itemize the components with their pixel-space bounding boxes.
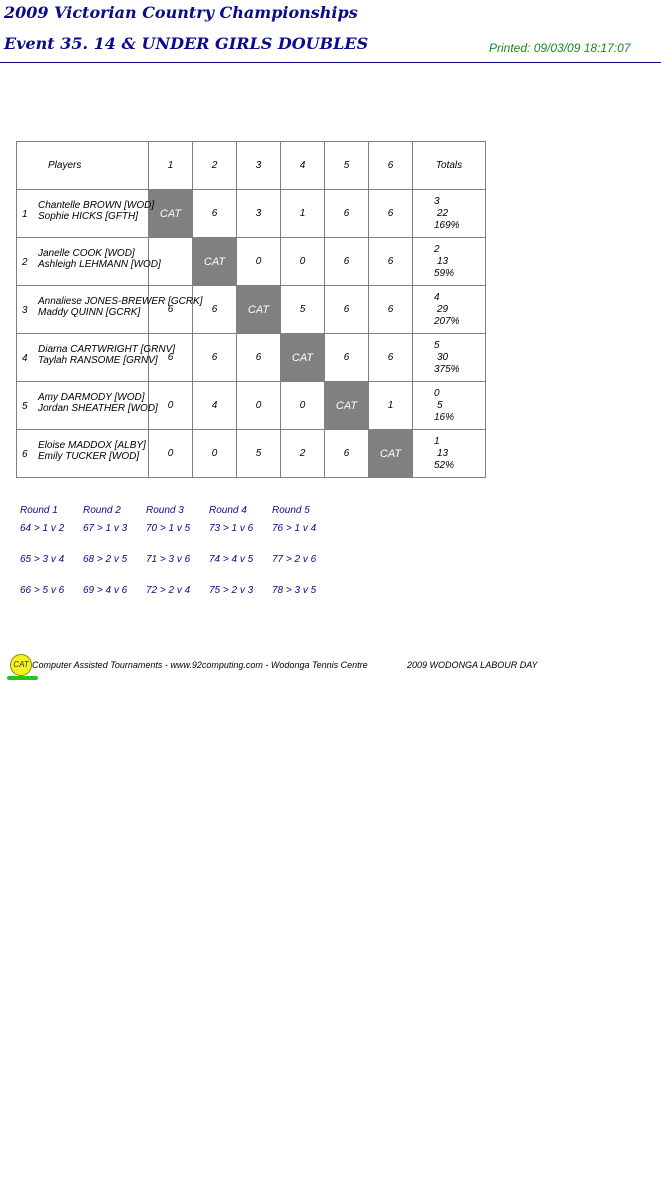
players-header: Players [17,142,149,190]
round-label: Round 3 [146,505,184,516]
score-cell: 0 [149,430,193,478]
score-cell: 0 [149,382,193,430]
pair-number: 4 [22,353,28,364]
table-row [17,382,486,430]
player-name: Amy DARMODY [WOD] [38,392,145,403]
match-entry: 69 > 4 v 6 [83,585,128,596]
round-label: Round 1 [20,505,58,516]
score-cell: 6 [149,286,193,334]
score-cell: 6 [369,334,413,382]
self-match-cell: CAT [193,238,237,286]
totals-cell [413,286,486,334]
match-entry: 73 > 1 v 6 [209,523,254,534]
games-total: 5 [437,399,443,411]
pair-number: 3 [22,305,28,316]
column-header: 6 [369,142,413,190]
championship-title: 2009 Victorian Country Championships [4,3,358,22]
player-pair-cell [17,238,161,286]
score-cell: 3 [237,190,281,238]
percentage-total: 52% [434,459,455,471]
player-pair-cell [17,334,176,382]
match-entry: 64 > 1 v 2 [20,523,65,534]
match-entry: 77 > 2 v 6 [272,554,317,565]
score-cell: 5 [281,286,325,334]
match-entry: 74 > 4 v 5 [209,554,254,565]
cat-logo-icon: CAT [10,654,32,676]
percentage-total: 207% [434,315,460,327]
pair-number: 5 [22,401,28,412]
player-pair-cell [17,286,203,334]
score-cell: 0 [237,382,281,430]
games-total: 30 [437,351,449,363]
score-cell: 5 [237,430,281,478]
logo-underline [7,676,38,680]
score-cell: 2 [281,430,325,478]
column-header: 5 [325,142,369,190]
footer-event: 2009 WODONGA LABOUR DAY [407,660,538,670]
player-pair-cell [17,190,155,238]
column-header: 3 [237,142,281,190]
self-match-cell: CAT [237,286,281,334]
match-entry: 76 > 1 v 4 [272,523,317,534]
score-cell: 6 [325,286,369,334]
percentage-total: 59% [434,267,455,279]
player-name: Annaliese JONES-BREWER [GCRK] [38,296,203,307]
pair-number: 2 [22,257,28,268]
score-cell: 6 [193,190,237,238]
score-cell: 1 [281,190,325,238]
round-label: Round 2 [83,505,121,516]
table-row [17,286,486,334]
header-divider [0,62,661,63]
column-header: 2 [193,142,237,190]
self-match-cell: CAT [149,190,193,238]
player-name: Chantelle BROWN [WOD] [38,200,155,211]
player-name: Sophie HICKS [GFTH] [38,211,139,222]
wins-total: 2 [434,243,440,255]
player-name: Ashleigh LEHMANN [WOD] [38,259,161,270]
match-entry: 72 > 2 v 4 [146,585,191,596]
wins-total: 0 [434,387,440,399]
pair-number: 6 [22,449,28,460]
score-cell: 6 [325,334,369,382]
column-header: 1 [149,142,193,190]
footer-credit: Computer Assisted Tournaments - www.92computing.com - Wodonga Tennis Centre [32,660,368,670]
match-entry: 65 > 3 v 4 [20,554,65,565]
score-cell: 6 [369,190,413,238]
totals-cell [413,382,486,430]
match-entry: 68 > 2 v 5 [83,554,128,565]
match-entry: 75 > 2 v 3 [209,585,254,596]
score-cell: 4 [193,382,237,430]
score-cell: 6 [325,238,369,286]
score-cell: 0 [193,430,237,478]
player-name: Taylah RANSOME [GRNV] [38,355,158,366]
score-cell: 6 [369,238,413,286]
wins-total: 5 [434,339,440,351]
score-cell: 0 [281,382,325,430]
totals-cell [413,430,486,478]
score-cell: 6 [325,430,369,478]
footer [7,654,647,684]
player-pair-cell [17,382,158,430]
percentage-total: 16% [434,411,455,423]
score-cell: 6 [193,334,237,382]
match-entry: 70 > 1 v 5 [146,523,191,534]
score-cell: 0 [237,238,281,286]
table-row [17,238,486,286]
games-total: 13 [437,447,449,459]
percentage-total: 169% [434,219,460,231]
wins-total: 4 [434,291,440,303]
player-name: Eloise MADDOX [ALBY] [38,440,146,451]
score-cell: 6 [193,286,237,334]
score-cell: 6 [369,286,413,334]
table-row [17,334,486,382]
percentage-total: 375% [434,363,460,375]
self-match-cell: CAT [325,382,369,430]
games-total: 13 [437,255,449,267]
printed-timestamp: Printed: 09/03/09 18:17:07 [489,41,631,55]
match-entry: 78 > 3 v 5 [272,585,317,596]
score-cell: 6 [149,334,193,382]
table-row [17,190,486,238]
match-entry: 66 > 5 v 6 [20,585,65,596]
score-cell: 0 [281,238,325,286]
wins-total: 1 [434,435,440,447]
wins-total: 3 [434,195,440,207]
player-name: Jordan SHEATHER [WOD] [38,403,158,414]
totals-header: Totals [413,142,486,190]
totals-cell [413,190,486,238]
score-cell: 1 [369,382,413,430]
table-row [17,430,486,478]
table-header-row [17,142,486,190]
player-name: Diarna CARTWRIGHT [GRNV] [38,344,176,355]
games-total: 22 [437,207,449,219]
player-name: Janelle COOK [WOD] [38,248,135,259]
player-name: Maddy QUINN [GCRK] [38,307,141,318]
player-name: Emily TUCKER [WOD] [38,451,140,462]
pair-number: 1 [22,209,28,220]
self-match-cell: CAT [369,430,413,478]
column-header: 4 [281,142,325,190]
self-match-cell: CAT [281,334,325,382]
score-cell: 6 [237,334,281,382]
match-entry: 71 > 3 v 6 [146,554,191,565]
round-label: Round 4 [209,505,247,516]
games-total: 29 [437,303,449,315]
totals-cell [413,238,486,286]
round-robin-table [16,141,486,478]
match-entry: 67 > 1 v 3 [83,523,128,534]
totals-cell [413,334,486,382]
round-label: Round 5 [272,505,310,516]
score-cell: 6 [325,190,369,238]
player-pair-cell [17,430,149,478]
event-title: Event 35. 14 & UNDER GIRLS DOUBLES [4,34,369,53]
